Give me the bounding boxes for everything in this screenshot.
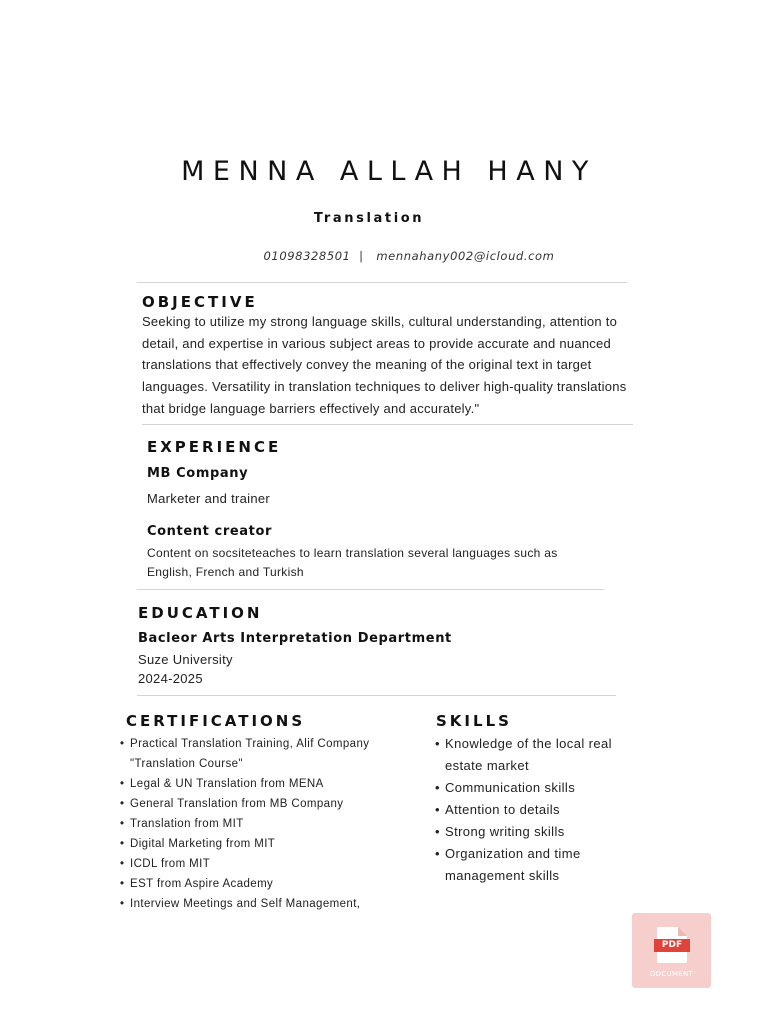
certification-item: • General Translation from MB Company <box>120 794 420 814</box>
pdf-file-icon <box>657 927 687 963</box>
certifications-list <box>120 734 420 914</box>
school: Suze University <box>138 652 233 667</box>
page-fold <box>678 927 687 936</box>
pdf-label: PDF <box>654 939 690 952</box>
objective-line: translations that effectively convey the meaning of the original text in target <box>142 357 592 373</box>
contact-info: 01098328501 | mennahany002@icloud.com <box>263 249 555 263</box>
candidate-name: MENNA ALLAH HANY <box>181 156 597 187</box>
pdf-download-badge[interactable] <box>632 913 711 988</box>
objective-line: languages. Versatility in translation techniques to deliver high-quality translations <box>142 379 627 395</box>
certification-item: • Legal & UN Translation from MENA <box>120 774 420 794</box>
education-years: 2024-2025 <box>138 671 203 686</box>
candidate-role: Translation <box>313 211 425 226</box>
job-role: Marketer and trainer <box>147 491 271 506</box>
pdf-caption: DOCUMENT <box>649 970 694 978</box>
divider <box>137 589 604 590</box>
objective-line: Seeking to utilize my strong language skills, cultural understanding, attention to <box>142 314 618 329</box>
job-description <box>147 544 617 582</box>
divider <box>137 282 627 283</box>
certification-item: • ICDL from MIT <box>120 854 420 874</box>
objective-line: detail, and expertise in various subject areas to provide accurate and nuanced <box>142 335 612 351</box>
certification-item: • Translation from MIT <box>120 814 420 834</box>
skills-list <box>435 733 645 887</box>
job-description-line: Content on socsiteteaches to learn translation several languages such as <box>147 546 558 560</box>
certification-item: • Practical Translation Training, Alif Company <box>120 734 420 754</box>
job-description-line: English, French and Turkish <box>147 565 304 579</box>
certification-item: • Digital Marketing from MIT <box>120 834 420 854</box>
skill-item: • Strong writing skills <box>435 821 645 843</box>
degree: Bacleor Arts Interpretation Department <box>138 631 452 646</box>
education-heading: EDUCATION <box>138 604 263 622</box>
skill-item: • Organization and time management skills <box>435 843 645 887</box>
objective-line: that bridge language barriers effectively and accurately." <box>142 400 480 416</box>
divider <box>142 424 633 425</box>
objective-heading: OBJECTIVE <box>142 293 258 311</box>
certification-item: • Interview Meetings and Self Management, <box>120 894 420 914</box>
objective-text <box>142 311 702 420</box>
experience-heading: EXPERIENCE <box>147 438 282 456</box>
certification-item-continued: "Translation Course" <box>130 758 243 770</box>
skill-item: • Knowledge of the local real estate market <box>435 733 645 777</box>
certifications-heading: CERTIFICATIONS <box>126 712 306 730</box>
skill-item: • Communication skills <box>435 777 645 799</box>
skill-item: • Attention to details <box>435 799 645 821</box>
job-company: MB Company <box>147 466 249 481</box>
certification-item: • EST from Aspire Academy <box>120 874 420 894</box>
job-title: Content creator <box>147 524 273 539</box>
skills-heading: SKILLS <box>436 712 512 730</box>
divider <box>137 695 616 696</box>
